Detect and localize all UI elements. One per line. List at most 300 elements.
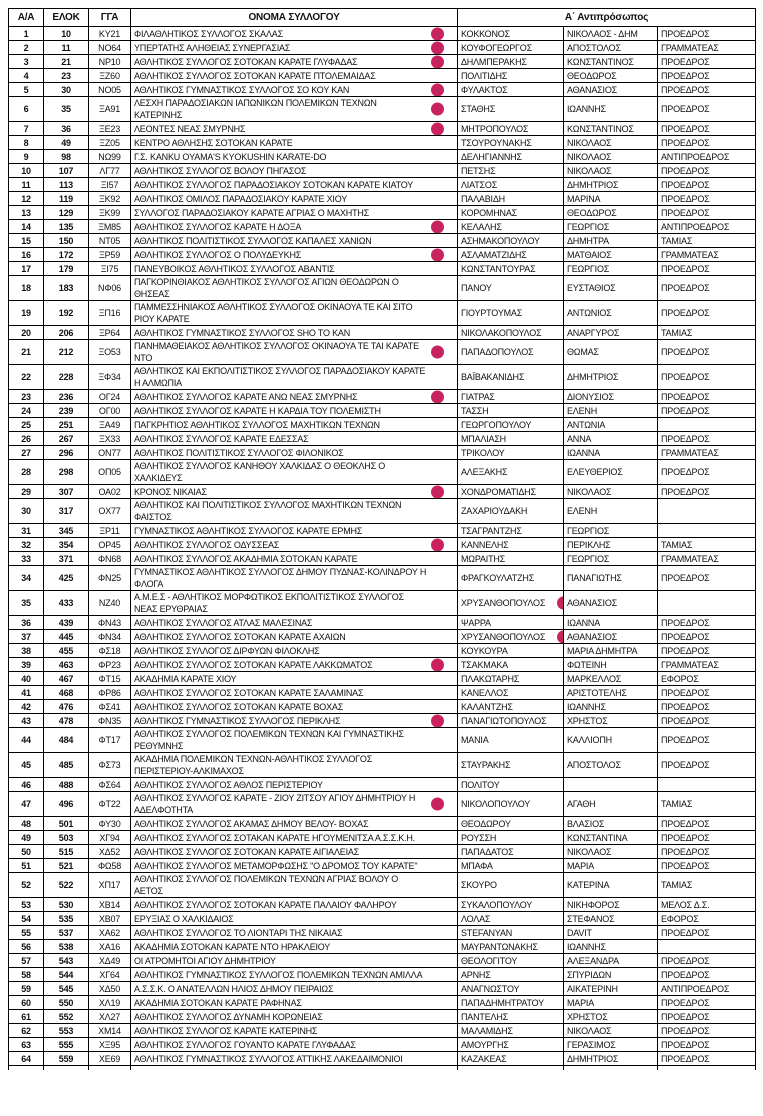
cell-representative-firstname: ΠΕΡΙΚΛΗΣ <box>564 538 658 552</box>
cell-representative-firstname: ΑΝΝΑ <box>564 432 658 446</box>
cell-gga-code: ΝΤ05 <box>89 234 131 248</box>
cell-elok-number: 49 <box>44 136 89 150</box>
cell-representative-role: ΠΡΟΕΔΡΟΣ <box>658 630 756 644</box>
red-dot-marker-icon <box>431 83 444 96</box>
cell-serial-number: 41 <box>9 686 44 700</box>
cell-representative-surname: STEFANYAN <box>458 926 564 940</box>
cell-representative-role: ΓΡΑΜΜΑΤΕΑΣ <box>658 248 756 262</box>
red-dot-marker-icon <box>431 122 444 135</box>
cell-representative-role: ΕΦΟΡΟΣ <box>658 912 756 926</box>
cell-club-name: ΑΘΛΗΤΙΚΟΣ ΓΥΜΝΑΣΤΙΚΟΣ ΣΥΛΛΟΓΟΣ ΠΟΛΕΜΙΚΩΝ ΤΕΧΝΩΝ ΑΜΙΛΛΑ <box>131 968 458 982</box>
cell-representative-surname: ΡΟΥΣΣΗ <box>458 831 564 845</box>
cell-gga-code: ΟΧ77 <box>89 499 131 524</box>
cell-gga-code: ΦΤ22 <box>89 792 131 817</box>
cell-club-name: ΑΘΛΗΤΙΚΟΣ ΣΥΛΛΟΓΟΣ ΠΟΛΕΜΙΚΩΝ ΤΕΧΝΩΝ ΑΓΡΙΑΣ ΒΟΛΟΥ Ο ΑΕΤΟΣ <box>131 873 458 898</box>
cell-serial-number: 27 <box>9 446 44 460</box>
table-row <box>9 700 756 714</box>
cell-representative-firstname: ΜΑΡΙΑ ΔΗΜΗΤΡΑ <box>564 644 658 658</box>
cell-representative-surname: ΜΩΡΑΙΤΗΣ <box>458 552 564 566</box>
cell-representative-role: ΠΡΟΕΔΡΟΣ <box>658 83 756 97</box>
cell-serial-number: 38 <box>9 644 44 658</box>
cell-representative-role: ΠΡΟΕΔΡΟΣ <box>658 700 756 714</box>
cell-club-name: ΑΘΛΗΤΙΚΟΣ ΣΥΛΛΟΓΟΣ ΒΟΛΟΥ ΠΗΓΑΣΟΣ <box>131 164 458 178</box>
table-row <box>9 1010 756 1024</box>
red-dot-marker-icon <box>557 630 564 643</box>
cell-serial-number: 56 <box>9 940 44 954</box>
cell-representative-role: ΠΡΟΕΔΡΟΣ <box>658 192 756 206</box>
table-row <box>9 591 756 616</box>
cell-elok-number: 113 <box>44 178 89 192</box>
cell-serial-number: 1 <box>9 27 44 41</box>
cell-representative-firstname: ΘΕΟΔΩΡΟΣ <box>564 206 658 220</box>
cell-representative-firstname: ΓΕΩΡΓΙΟΣ <box>564 220 658 234</box>
cell-club-name: ΑΘΛΗΤΙΚΟΣ ΣΥΛΛΟΓΟΣ ΚΑΡΑΤΕ ΚΑΤΕΡΙΝΗΣ <box>131 1024 458 1038</box>
table-row <box>9 164 756 178</box>
cell-club-name: ΑΘΛΗΤΙΚΟΣ ΣΥΛΛΟΓΟΣ ΠΟΛΕΜΙΚΩΝ ΤΕΧΝΩΝ ΚΑΙ ΓΥΜΝΑΣΤΙΚΗΣ ΡΕΘΥΜΝΗΣ <box>131 728 458 753</box>
cell-club-name: ΥΠΕΡΤΑΤΗΣ ΑΛΗΘΕΙΑΣ ΣΥΝΕΡΓΑΣΙΑΣ <box>131 41 458 55</box>
cell-gga-code: ΟΡ45 <box>89 538 131 552</box>
cell-gga-code: ΧΑ16 <box>89 940 131 954</box>
cell-gga-code: ΞΖ05 <box>89 136 131 150</box>
partial-cell-border <box>564 1066 658 1071</box>
table-row <box>9 97 756 122</box>
partial-cell-border <box>9 1066 44 1071</box>
cell-serial-number: 10 <box>9 164 44 178</box>
cell-representative-role: ΠΡΟΕΔΡΟΣ <box>658 817 756 831</box>
cell-elok-number: 478 <box>44 714 89 728</box>
cell-representative-role: ΠΡΟΕΔΡΟΣ <box>658 644 756 658</box>
cell-elok-number: 179 <box>44 262 89 276</box>
cell-elok-number: 543 <box>44 954 89 968</box>
cell-elok-number: 455 <box>44 644 89 658</box>
cell-club-name: ΠΑΓΚΟΡΙΝΘΙΑΚΟΣ ΑΘΛΗΤΙΚΟΣ ΣΥΛΛΟΓΟΣ ΑΓΙΩΝ ΘΕΟΔΩΡΩΝ Ο ΘΗΣΕΑΣ <box>131 276 458 301</box>
cell-club-name: ΑΘΛΗΤΙΚΟΣ ΣΥΛΛΟΓΟΣ ΚΑΡΑΤΕ Η ΔΟΞΑ <box>131 220 458 234</box>
table-row <box>9 365 756 390</box>
table-row <box>9 69 756 83</box>
cell-representative-firstname: ΣΠΥΡΙΔΩΝ <box>564 968 658 982</box>
cell-elok-number: 544 <box>44 968 89 982</box>
cell-representative-firstname: ΜΑΡΙΝΑ <box>564 192 658 206</box>
cell-club-name: ΛΕΟΝΤΕΣ ΝΕΑΣ ΣΜΥΡΝΗΣ <box>131 122 458 136</box>
cell-representative-surname: ΠΑΠΑΔΗΜΗΤΡΑΤΟΥ <box>458 996 564 1010</box>
red-dot-marker-icon <box>431 41 444 54</box>
cell-representative-surname: ΠΛΑΚΩΤΑΡΗΣ <box>458 672 564 686</box>
cell-representative-firstname: ΙΩΑΝΝΑ <box>564 616 658 630</box>
red-dot-marker-icon <box>431 220 444 233</box>
red-dot-marker-icon <box>431 103 444 116</box>
cell-elok-number: 192 <box>44 301 89 326</box>
cell-representative-surname: ΝΙΚΟΛΑΚΟΠΟΥΛΟΣ <box>458 326 564 340</box>
table-row <box>9 220 756 234</box>
cell-elok-number: 345 <box>44 524 89 538</box>
cell-club-name: ΑΘΛΗΤΙΚΟΣ ΣΥΛΛΟΓΟΣ ΣΟΤΟΚΑΝ ΚΑΡΑΤΕ ΑΧΑΙΩΝ <box>131 630 458 644</box>
cell-representative-firstname: ΙΩΑΝΝΑ <box>564 446 658 460</box>
cell-elok-number: 10 <box>44 27 89 41</box>
cell-representative-firstname: ΓΕΩΡΓΙΟΣ <box>564 262 658 276</box>
cell-club-name: ΓΥΜΝΑΣΤΙΚΟΣ ΑΘΛΗΤΙΚΟΣ ΣΥΛΛΟΓΟΣ ΔΗΜΟΥ ΠΥΔΝΑΣ-ΚΟΛΙΝΔΡΟΥ Η ΦΛΟΓΑ <box>131 566 458 591</box>
cell-elok-number: 21 <box>44 55 89 69</box>
cell-representative-surname: ΑΛΕΞΑΚΗΣ <box>458 460 564 485</box>
cell-gga-code: ΝΦ06 <box>89 276 131 301</box>
cell-gga-code: ΦΡ23 <box>89 658 131 672</box>
cell-elok-number: 515 <box>44 845 89 859</box>
table-row <box>9 912 756 926</box>
cell-club-name: ΑΘΛΗΤΙΚΟΣ ΣΥΛΛΟΓΟΣ ΣΟΤΟΚΑΝ ΚΑΡΑΤΕ ΛΑΚΚΩΜΑΤΟΣ <box>131 658 458 672</box>
cell-gga-code: ΦΤ15 <box>89 672 131 686</box>
cell-club-name: ΑΘΛΗΤΙΚΟΣ ΓΥΜΝΑΣΤΙΚΟΣ ΣΥΛΛΟΓΟΣ SHO TO KAN <box>131 326 458 340</box>
cell-representative-role: ΤΑΜΙΑΣ <box>658 538 756 552</box>
cell-representative-role: ΠΡΟΕΔΡΟΣ <box>658 164 756 178</box>
cell-serial-number: 19 <box>9 301 44 326</box>
cell-gga-code: ΧΔ50 <box>89 982 131 996</box>
cell-representative-firstname: ΙΩΑΝΝΗΣ <box>564 97 658 122</box>
cell-representative-role: ΠΡΟΕΔΡΟΣ <box>658 996 756 1010</box>
cell-representative-firstname: ΘΕΟΔΩΡΟΣ <box>564 69 658 83</box>
partial-cell-border <box>458 1066 564 1071</box>
cell-club-name: ΑΘΛΗΤΙΚΟΣ ΣΥΛΛΟΓΟΣ ΣΟΤΟΚΑΝ ΚΑΡΑΤΕ ΣΑΛΑΜΙΝΑΣ <box>131 686 458 700</box>
cell-representative-role <box>658 940 756 954</box>
cell-elok-number: 317 <box>44 499 89 524</box>
table-row <box>9 996 756 1010</box>
cell-representative-surname: ΚΑΛΑΝΤΖΗΣ <box>458 700 564 714</box>
cell-elok-number: 135 <box>44 220 89 234</box>
table-row <box>9 753 756 778</box>
cell-representative-role <box>658 778 756 792</box>
cell-gga-code: ΞΑ49 <box>89 418 131 432</box>
table-row <box>9 404 756 418</box>
cell-club-name: ΑΚΑΔΗΜΙΑ ΚΑΡΑΤΕ ΧΙΟΥ <box>131 672 458 686</box>
cell-elok-number: 535 <box>44 912 89 926</box>
cell-club-name: ΑΘΛΗΤΙΚΟΣ ΣΥΛΛΟΓΟΣ ΤΟ ΛΙΟΝΤΑΡΙ ΤΗΣ ΝΙΚΑΙΑΣ <box>131 926 458 940</box>
cell-elok-number: 107 <box>44 164 89 178</box>
club-registry-table <box>8 8 756 1070</box>
cell-representative-surname: ΤΣΑΓΡΑΝΤΖΗΣ <box>458 524 564 538</box>
table-row <box>9 898 756 912</box>
cell-representative-firstname: DAVIT <box>564 926 658 940</box>
cell-representative-firstname: ΦΩΤΕΙΝΗ <box>564 658 658 672</box>
cell-representative-role: ΠΡΟΕΔΡΟΣ <box>658 968 756 982</box>
cell-serial-number: 2 <box>9 41 44 55</box>
cell-elok-number: 267 <box>44 432 89 446</box>
cell-gga-code: ΞΟ53 <box>89 340 131 365</box>
red-dot-marker-icon <box>431 798 444 811</box>
cell-gga-code: ΟΝ77 <box>89 446 131 460</box>
cell-representative-surname: ΣΤΑΘΗΣ <box>458 97 564 122</box>
cell-representative-role: ΠΡΟΕΔΡΟΣ <box>658 728 756 753</box>
cell-club-name: Α.Μ.Ε.Σ - ΑΘΛΗΤΙΚΟΣ ΜΟΡΦΩΤΙΚΟΣ ΕΚΠΟΛΙΤΙΣΤΙΚΟΣ ΣΥΛΛΟΓΟΣ ΝΕΑΣ ΕΡΥΘΡΑΙΑΣ <box>131 591 458 616</box>
column-header-elok: ΕΛΟΚ <box>44 9 89 27</box>
table-row <box>9 485 756 499</box>
cell-representative-surname: ΛΟΛΑΣ <box>458 912 564 926</box>
cell-elok-number: 555 <box>44 1038 89 1052</box>
table-row <box>9 418 756 432</box>
cell-representative-firstname: ΝΙΚΟΛΑΟΣ <box>564 150 658 164</box>
cell-gga-code: ΞΧ33 <box>89 432 131 446</box>
table-row <box>9 982 756 996</box>
cell-representative-firstname: ΝΙΚΟΛΑΟΣ <box>564 485 658 499</box>
cell-club-name: ΑΘΛΗΤΙΚΟΣ ΓΥΜΝΑΣΤΙΚΟΣ ΣΥΛΛΟΓΟΣ ΣΟ ΚΟΥ ΚΑΝ <box>131 83 458 97</box>
cell-elok-number: 425 <box>44 566 89 591</box>
cell-representative-firstname: ΝΙΚΟΛΑΟΣ - ΔΗΜ <box>564 27 658 41</box>
table-row <box>9 178 756 192</box>
cell-serial-number: 13 <box>9 206 44 220</box>
cell-representative-firstname: ΚΩΝΣΤΑΝΤΙΝΑ <box>564 831 658 845</box>
table-row <box>9 845 756 859</box>
cell-representative-role: ΠΡΟΕΔΡΟΣ <box>658 1038 756 1052</box>
cell-serial-number: 59 <box>9 982 44 996</box>
cell-representative-role: ΠΡΟΕΔΡΟΣ <box>658 340 756 365</box>
cell-gga-code: ΦΝ34 <box>89 630 131 644</box>
cell-serial-number: 52 <box>9 873 44 898</box>
cell-representative-firstname: ΑΛΕΞΑΝΔΡΑ <box>564 954 658 968</box>
cell-gga-code: ΞΡ59 <box>89 248 131 262</box>
cell-representative-firstname: ΑΘΑΝΑΣΙΟΣ <box>564 83 658 97</box>
cell-elok-number: 463 <box>44 658 89 672</box>
cell-representative-role: ΑΝΤΙΠΡΟΕΔΡΟΣ <box>658 150 756 164</box>
cell-representative-surname: ΜΑΥΡΑΝΤΩΝΑΚΗΣ <box>458 940 564 954</box>
cell-gga-code: ΦΡ86 <box>89 686 131 700</box>
table-row <box>9 1038 756 1052</box>
cell-representative-surname: ΘΕΟΔΩΡΟΥ <box>458 817 564 831</box>
cell-club-name: ΑΘΛΗΤΙΚΟΣ ΟΜΙΛΟΣ ΠΑΡΑΔΟΣΙΑΚΟΥ ΚΑΡΑΤΕ ΧΙΟΥ <box>131 192 458 206</box>
table-row <box>9 524 756 538</box>
cell-gga-code: ΧΒ07 <box>89 912 131 926</box>
cell-representative-firstname: ΓΕΡΑΣΙΜΟΣ <box>564 1038 658 1052</box>
cell-representative-surname: ΜΑΛΑΜΙΔΗΣ <box>458 1024 564 1038</box>
cell-serial-number: 7 <box>9 122 44 136</box>
red-dot-marker-icon <box>431 658 444 671</box>
cell-serial-number: 28 <box>9 460 44 485</box>
cell-gga-code: ΞΑ91 <box>89 97 131 122</box>
cell-representative-role: ΤΑΜΙΑΣ <box>658 792 756 817</box>
table-row <box>9 644 756 658</box>
cell-club-name: ΚΕΝΤΡΟ ΑΘΛΗΣΗΣ ΣΟΤΟΚΑΝ ΚΑΡΑΤΕ <box>131 136 458 150</box>
cell-gga-code: ΧΔ49 <box>89 954 131 968</box>
cell-serial-number: 36 <box>9 616 44 630</box>
cell-gga-code: ΚΥ21 <box>89 27 131 41</box>
cell-representative-firstname: ΑΓΑΘΗ <box>564 792 658 817</box>
cell-representative-role: ΑΝΤΙΠΡΟΕΔΡΟΣ <box>658 982 756 996</box>
cell-representative-surname: ΚΑΖΑΚΕΑΣ <box>458 1052 564 1066</box>
cell-club-name: ΣΥΛΛΟΓΟΣ ΠΑΡΑΔΟΣΙΑΚΟΥ ΚΑΡΑΤΕ ΑΓΡΙΑΣ Ο ΜΑΧΗΤΗΣ <box>131 206 458 220</box>
cell-elok-number: 485 <box>44 753 89 778</box>
cell-representative-role: ΓΡΑΜΜΑΤΕΑΣ <box>658 658 756 672</box>
cell-club-name: ΕΡΥΞΙΑΣ Ο ΧΑΛΚΙΔΑΙΟΣ <box>131 912 458 926</box>
cell-representative-firstname: ΜΑΡΙΑ <box>564 859 658 873</box>
cell-elok-number: 150 <box>44 234 89 248</box>
cell-representative-surname: ΚΟΥΦΟΓΕΩΡΓΟΣ <box>458 41 564 55</box>
table-row <box>9 538 756 552</box>
cell-serial-number: 24 <box>9 404 44 418</box>
partial-cell-border <box>131 1066 458 1071</box>
cell-serial-number: 46 <box>9 778 44 792</box>
cell-representative-role: ΠΡΟΕΔΡΟΣ <box>658 1024 756 1038</box>
cell-club-name: ΑΘΛΗΤΙΚΟΣ ΣΥΛΛΟΓΟΣ ΣΟΤΟΚΑΝ ΚΑΡΑΤΕ ΓΛΥΦΑΔΑΣ <box>131 55 458 69</box>
cell-club-name: ΓΥΜΝΑΣΤΙΚΟΣ ΑΘΛΗΤΙΚΟΣ ΣΥΛΛΟΓΟΣ ΚΑΡΑΤΕ ΕΡΜΗΣ <box>131 524 458 538</box>
cell-representative-role: ΠΡΟΕΔΡΟΣ <box>658 616 756 630</box>
table-row <box>9 552 756 566</box>
cell-serial-number: 25 <box>9 418 44 432</box>
column-header-club-name: ΟΝΟΜΑ ΣΥΛΛΟΓΟΥ <box>131 9 458 27</box>
cell-elok-number: 119 <box>44 192 89 206</box>
cell-club-name: ΑΘΛΗΤΙΚΟΣ ΣΥΛΛΟΓΟΣ ΣΟΤΟΚΑΝ ΚΑΡΑΤΕ ΑΙΓΙΑΛΕΙΑΣ <box>131 845 458 859</box>
red-dot-marker-icon <box>431 390 444 403</box>
table-row <box>9 940 756 954</box>
cell-representative-firstname: ΙΩΑΝΝΗΣ <box>564 940 658 954</box>
cell-representative-role: ΠΡΟΕΔΡΟΣ <box>658 954 756 968</box>
cell-club-name: Γ.Σ. KANKU OYAMA'S KYOKUSHIN KARATE-DO <box>131 150 458 164</box>
table-row <box>9 926 756 940</box>
cell-representative-role <box>658 499 756 524</box>
cell-representative-surname: ΦΡΑΓΚΟΥΛΑΤΖΗΣ <box>458 566 564 591</box>
cell-representative-surname: ΠΑΝΟΥ <box>458 276 564 301</box>
cell-representative-surname: ΚΩΝΣΤΑΝΤΟΥΡΑΣ <box>458 262 564 276</box>
cell-elok-number: 354 <box>44 538 89 552</box>
table-row <box>9 206 756 220</box>
cell-representative-role: ΓΡΑΜΜΑΤΕΑΣ <box>658 446 756 460</box>
cell-club-name: ΑΘΛΗΤΙΚΟΣ ΣΥΛΛΟΓΟΣ ΚΑΡΑΤΕ - ΖΙΟΥ ΖΙΤΣΟΥ ΑΓΙΟΥ ΔΗΜΗΤΡΙΟΥ Η ΑΔΕΛΦΟΤΗΤΑ <box>131 792 458 817</box>
cell-gga-code: ΝΟ05 <box>89 83 131 97</box>
cell-representative-role: ΠΡΟΕΔΡΟΣ <box>658 276 756 301</box>
cell-representative-role: ΠΡΟΕΔΡΟΣ <box>658 136 756 150</box>
cell-elok-number: 530 <box>44 898 89 912</box>
cell-representative-role: ΠΡΟΕΔΡΟΣ <box>658 926 756 940</box>
table-row <box>9 817 756 831</box>
cell-gga-code: ΞΖ60 <box>89 69 131 83</box>
cell-representative-surname: ΝΙΚΟΛΟΠΟΥΛΟΥ <box>458 792 564 817</box>
cell-gga-code: ΦΣ64 <box>89 778 131 792</box>
cell-club-name: ΠΑΝΗΜΑΘΕΙΑΚΟΣ ΑΘΛΗΤΙΚΟΣ ΣΥΛΛΟΓΟΣ ΟΚΙΝΑΟΥΑ ΤΕ ΤΑΙ ΚΑΡΑΤΕ ΝΤΟ <box>131 340 458 365</box>
cell-serial-number: 63 <box>9 1038 44 1052</box>
cell-elok-number: 559 <box>44 1052 89 1066</box>
cell-gga-code: ΦΣ18 <box>89 644 131 658</box>
cell-club-name: ΑΚΑΔΗΜΙΑ ΠΟΛΕΜΙΚΩΝ ΤΕΧΝΩΝ-ΑΘΛΗΤΙΚΟΣ ΣΥΛΛΟΓΟΣ ΠΕΡΙΣΤΕΡΙΟΥ-ΑΛΚΙΜΑΧΟΣ <box>131 753 458 778</box>
cell-representative-surname: ΚΑΝΕΛΛΟΣ <box>458 686 564 700</box>
cell-gga-code: ΦΝ35 <box>89 714 131 728</box>
cell-gga-code: ΟΑ02 <box>89 485 131 499</box>
cell-serial-number: 16 <box>9 248 44 262</box>
cell-representative-firstname: ΣΤΕΦΑΝΟΣ <box>564 912 658 926</box>
partial-next-row-stub <box>9 1066 756 1071</box>
cell-representative-surname: ΑΣΛΑΜΑΤΖΙΔΗΣ <box>458 248 564 262</box>
cell-serial-number: 45 <box>9 753 44 778</box>
cell-representative-surname: ΣΥΚΑΛΟΠΟΥΛΟΥ <box>458 898 564 912</box>
cell-representative-role: ΠΡΟΕΔΡΟΣ <box>658 122 756 136</box>
cell-gga-code: ΞΕ23 <box>89 122 131 136</box>
cell-elok-number: 172 <box>44 248 89 262</box>
cell-gga-code: ΞΙ75 <box>89 262 131 276</box>
cell-club-name: ΑΘΛΗΤΙΚΟΣ ΣΥΛΛΟΓΟΣ ΑΘΛΟΣ ΠΕΡΙΣΤΕΡΙΟΥ <box>131 778 458 792</box>
cell-club-name: ΑΘΛΗΤΙΚΟΣ ΣΥΛΛΟΓΟΣ ΣΟΤΟΚΑΝ ΚΑΡΑΤΕ ΠΤΟΛΕΜΑΙΔΑΣ <box>131 69 458 83</box>
cell-representative-firstname: ΕΛΕΝΗ <box>564 499 658 524</box>
table-row <box>9 630 756 644</box>
cell-representative-surname: ΠΑΝΑΓΙΩΤΟΠΟΥΛΟΣ <box>458 714 564 728</box>
column-header-aa: Α/Α <box>9 9 44 27</box>
cell-serial-number: 15 <box>9 234 44 248</box>
cell-representative-role: ΕΦΟΡΟΣ <box>658 672 756 686</box>
cell-representative-surname: ΑΣΗΜΑΚΟΠΟΥΛΟΥ <box>458 234 564 248</box>
cell-serial-number: 53 <box>9 898 44 912</box>
cell-serial-number: 44 <box>9 728 44 753</box>
cell-representative-surname: ΜΑΝΙΑ <box>458 728 564 753</box>
cell-club-name: Α.Σ.Σ.Κ. Ο ΑΝΑΤΕΛΛΩΝ ΗΛΙΟΣ ΔΗΜΟΥ ΠΕΙΡΑΙΩΣ <box>131 982 458 996</box>
cell-representative-firstname: ΒΛΑΣΙΟΣ <box>564 817 658 831</box>
cell-representative-role: ΠΡΟΕΔΡΟΣ <box>658 1052 756 1066</box>
cell-gga-code: ΦΝ43 <box>89 616 131 630</box>
red-dot-marker-icon <box>431 538 444 551</box>
cell-representative-surname: ΣΚΟΥΡΟ <box>458 873 564 898</box>
cell-club-name: ΑΘΛΗΤΙΚΟΣ ΣΥΛΛΟΓΟΣ ΔΙΡΦΥΩΝ ΦΙΛΟΚΛΗΣ <box>131 644 458 658</box>
cell-representative-surname: ΖΑΧΑΡΙΟΥΔΑΚΗ <box>458 499 564 524</box>
cell-elok-number: 98 <box>44 150 89 164</box>
table-row <box>9 1024 756 1038</box>
cell-representative-firstname: ΧΡΗΣΤΟΣ <box>564 1010 658 1024</box>
cell-gga-code: ΦΥ30 <box>89 817 131 831</box>
cell-serial-number: 51 <box>9 859 44 873</box>
cell-representative-surname: ΠΑΠΑΔΟΠΟΥΛΟΣ <box>458 340 564 365</box>
cell-elok-number: 550 <box>44 996 89 1010</box>
cell-serial-number: 22 <box>9 365 44 390</box>
cell-gga-code: ΦΝ68 <box>89 552 131 566</box>
cell-elok-number: 206 <box>44 326 89 340</box>
cell-representative-surname: ΚΕΛΑΛΗΣ <box>458 220 564 234</box>
cell-elok-number: 212 <box>44 340 89 365</box>
cell-representative-firstname: ΕΥΣΤΑΘΙΟΣ <box>564 276 658 301</box>
cell-representative-firstname: ΝΙΚΟΛΑΟΣ <box>564 845 658 859</box>
cell-serial-number: 55 <box>9 926 44 940</box>
table-row <box>9 460 756 485</box>
cell-club-name: ΑΘΛΗΤΙΚΟΣ ΚΑΙ ΠΟΛΙΤΙΣΤΙΚΟΣ ΣΥΛΛΟΓΟΣ ΜΑΧΗΤΙΚΩΝ ΤΕΧΝΩΝ ΦΑΙΣΤΟΣ <box>131 499 458 524</box>
cell-club-name: ΑΘΛΗΤΙΚΟΣ ΣΥΛΛΟΓΟΣ ΑΚΑΜΑΣ ΔΗΜΟΥ ΒΕΛΟΥ- ΒΟΧΑΣ <box>131 817 458 831</box>
cell-representative-firstname: ΜΑΡΚΕΛΛΟΣ <box>564 672 658 686</box>
cell-elok-number: 503 <box>44 831 89 845</box>
cell-elok-number: 239 <box>44 404 89 418</box>
cell-serial-number: 61 <box>9 1010 44 1024</box>
cell-representative-surname: ΛΙΑΤΣΟΣ <box>458 178 564 192</box>
red-dot-marker-icon <box>431 714 444 727</box>
cell-serial-number: 29 <box>9 485 44 499</box>
cell-representative-surname: ΠΟΛΙΤΟΥ <box>458 778 564 792</box>
cell-serial-number: 18 <box>9 276 44 301</box>
cell-representative-role: ΠΡΟΕΔΡΟΣ <box>658 27 756 41</box>
cell-club-name: ΑΘΛΗΤΙΚΟΣ ΣΥΛΛΟΓΟΣ ΚΑΡΑΤΕ ΑΝΩ ΝΕΑΣ ΣΜΥΡΝΗΣ <box>131 390 458 404</box>
cell-serial-number: 4 <box>9 69 44 83</box>
cell-representative-firstname: ΑΡΙΣΤΟΤΕΛΗΣ <box>564 686 658 700</box>
table-row <box>9 1052 756 1066</box>
cell-elok-number: 129 <box>44 206 89 220</box>
cell-club-name: ΑΘΛΗΤΙΚΟΣ ΣΥΛΛΟΓΟΣ ΜΕΤΑΜΟΡΦΩΣΗΣ "Ο ΔΡΟΜΟΣ ΤΟΥ ΚΑΡΑΤΕ" <box>131 859 458 873</box>
cell-elok-number: 552 <box>44 1010 89 1024</box>
cell-representative-role: ΠΡΟΕΔΡΟΣ <box>658 69 756 83</box>
cell-serial-number: 8 <box>9 136 44 150</box>
cell-elok-number: 476 <box>44 700 89 714</box>
cell-representative-role: ΠΡΟΕΔΡΟΣ <box>658 686 756 700</box>
cell-elok-number: 11 <box>44 41 89 55</box>
cell-representative-surname: ΤΣΟΥΡΟΥΝΑΚΗΣ <box>458 136 564 150</box>
cell-serial-number: 57 <box>9 954 44 968</box>
cell-representative-firstname: ΑΘΑΝΑΣΙΟΣ <box>564 630 658 644</box>
table-row <box>9 192 756 206</box>
cell-club-name: ΑΘΛΗΤΙΚΟΣ ΚΑΙ ΕΚΠΟΛΙΤΙΣΤΙΚΟΣ ΣΥΛΛΟΓΟΣ ΠΑΡΑΔΟΣΙΑΚΟΥ ΚΑΡΑΤΕ Η ΑΛΜΩΠΙΑ <box>131 365 458 390</box>
cell-club-name: ΟΙ ΑΤΡΟΜΗΤΟΙ ΑΓΙΟΥ ΔΗΜΗΤΡΙΟΥ <box>131 954 458 968</box>
table-row <box>9 27 756 41</box>
cell-representative-firstname: ΜΑΡΙΑ <box>564 996 658 1010</box>
cell-gga-code: ΧΛ19 <box>89 996 131 1010</box>
cell-representative-role: ΠΡΟΕΔΡΟΣ <box>658 262 756 276</box>
cell-gga-code: ΧΕ69 <box>89 1052 131 1066</box>
column-header-representative: Α΄ Αντιπρόσωπος <box>458 9 756 27</box>
cell-representative-firstname: ΠΑΝΑΓΙΩΤΗΣ <box>564 566 658 591</box>
